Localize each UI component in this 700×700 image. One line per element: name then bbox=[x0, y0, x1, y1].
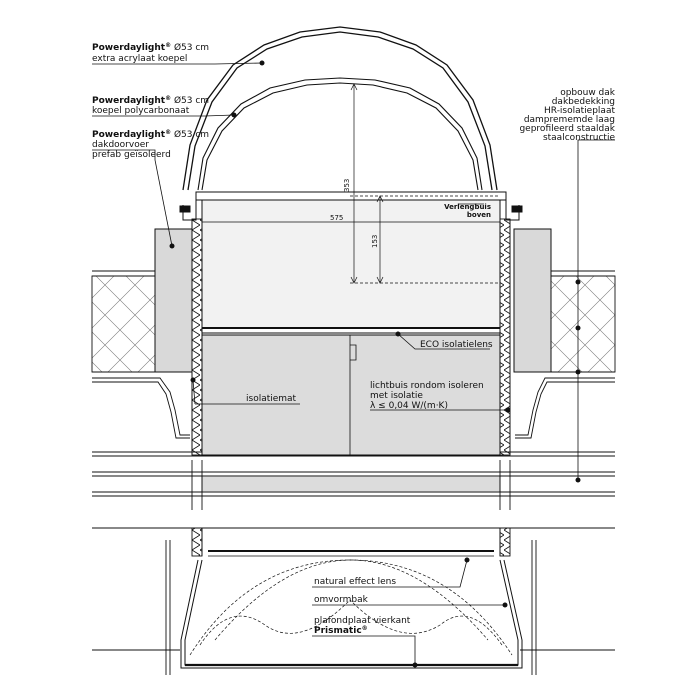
label-inner-dome bbox=[92, 95, 209, 116]
natural-effect-lens bbox=[208, 551, 494, 556]
svg-text:extra acrylaat koepel: extra acrylaat koepel bbox=[92, 54, 188, 64]
label-ceiling-plate bbox=[314, 616, 411, 636]
svg-text:staalconstructie: staalconstructie bbox=[542, 133, 615, 143]
eco-insulation-lens bbox=[202, 328, 500, 333]
svg-text:dakdoorvoer: dakdoorvoer bbox=[92, 140, 149, 150]
svg-text:met isolatie: met isolatie bbox=[370, 391, 423, 401]
inner-polycarbonate-dome bbox=[198, 78, 482, 190]
dimension-353: 353 bbox=[343, 178, 351, 192]
svg-text:Verlengbuis: Verlengbuis bbox=[444, 203, 491, 211]
svg-text:boven: boven bbox=[466, 211, 491, 219]
dimension-575: 575 bbox=[330, 214, 344, 222]
svg-text:Powerdaylight® Ø53 cm: Powerdaylight® Ø53 cm bbox=[92, 42, 210, 53]
svg-text:prefab geïsoleerd: prefab geïsoleerd bbox=[92, 150, 171, 160]
svg-text:opbouw dak: opbouw dak bbox=[560, 88, 615, 98]
svg-text:lichtbuis rondom isoleren: lichtbuis rondom isoleren bbox=[370, 381, 484, 391]
svg-text:Powerdaylight® Ø53 cm: Powerdaylight® Ø53 cm bbox=[92, 129, 210, 140]
label-natural-lens: natural effect lens bbox=[314, 577, 397, 587]
svg-text:Prismatic®: Prismatic® bbox=[314, 625, 368, 636]
label-eco-lens: ECO isolatielens bbox=[420, 340, 493, 350]
svg-text:damprememde laag: damprememde laag bbox=[523, 115, 615, 125]
break-section-1 bbox=[92, 460, 615, 510]
svg-text:koepel polycarbonaat: koepel polycarbonaat bbox=[92, 106, 190, 116]
label-roof-passage bbox=[92, 129, 209, 160]
label-mould-box: omvormbak bbox=[314, 595, 368, 605]
svg-text:λ ≤ 0,04 W/(m·K): λ ≤ 0,04 W/(m·K) bbox=[370, 401, 448, 411]
svg-text:dakbedekking: dakbedekking bbox=[551, 97, 615, 107]
dimension-153: 153 bbox=[371, 234, 379, 248]
svg-text:Powerdaylight® Ø53 cm: Powerdaylight® Ø53 cm bbox=[92, 95, 210, 106]
label-roof-buildup bbox=[519, 88, 615, 143]
label-insulation-mat: isolatiemat bbox=[246, 394, 297, 404]
label-outer-dome bbox=[92, 42, 209, 64]
svg-text:geprofileerd staaldak: geprofileerd staaldak bbox=[519, 124, 615, 134]
outer-acrylic-dome bbox=[183, 27, 497, 190]
svg-text:HR-isolatieplaat: HR-isolatieplaat bbox=[544, 106, 615, 116]
svg-text:plafondplaat vierkant: plafondplaat vierkant bbox=[314, 616, 411, 626]
